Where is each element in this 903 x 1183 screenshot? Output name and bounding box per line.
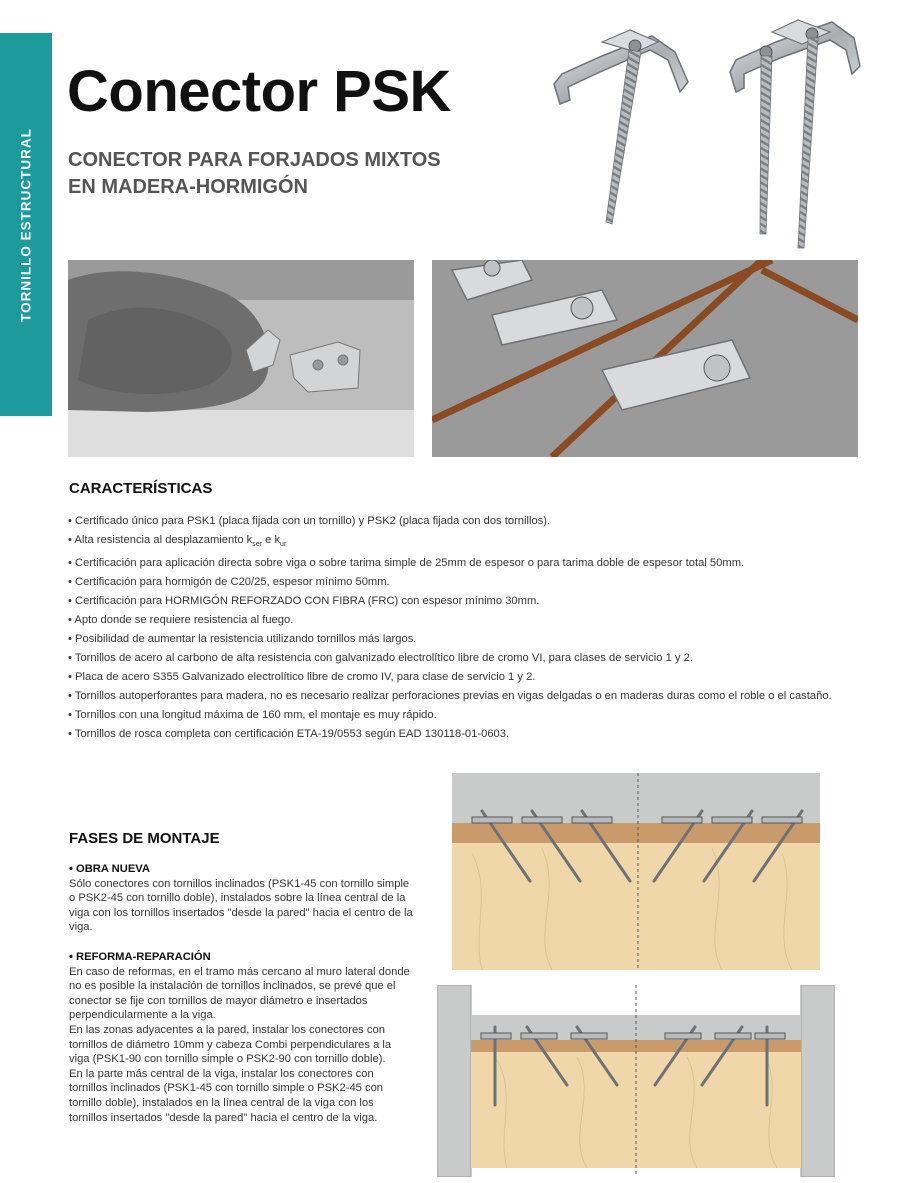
features-list-item: • Tornillos de rosca completa con certificación ETA-19/0553 según EAD 130118-01-0603. <box>68 728 510 741</box>
features-heading: CARACTERÍSTICAS <box>69 480 213 497</box>
features-list <box>68 514 848 746</box>
page-title: Conector PSK <box>67 59 451 124</box>
features-item-text: • Alta resistencia al desplazamiento k <box>68 534 253 546</box>
phase-reforma <box>69 950 414 1125</box>
psk2-connector-shape <box>730 20 860 248</box>
connectors-formwork-photo <box>432 260 858 457</box>
k-ur-subscript: ur <box>280 541 287 549</box>
phases-heading: FASES DE MONTAJE <box>69 830 220 847</box>
features-list-item: • Tornillos con una longitud máxima de 160 mm, el montaje es muy rápido. <box>68 709 437 722</box>
features-list-item: • Posibilidad de aumentar la resistencia utilizando tornillos más largos. <box>68 633 417 646</box>
phase-title: • REFORMA-REPARACIÓN <box>69 951 211 963</box>
psk1-connector-shape <box>554 30 688 224</box>
features-list-item: • Tornillos autoperforantes para madera, no es necesario realizar perforaciones previas en vigas delgadas o en maderas duras como el roble o el castaño. <box>68 690 832 703</box>
category-label: TORNILLO ESTRUCTURAL <box>18 127 34 322</box>
product-connector-image <box>540 12 870 252</box>
features-list-item: • Certificación para hormigón de C20/25, espesor mínimo 50mm. <box>68 576 390 589</box>
features-list-item: • Certificación para aplicación directa sobre viga o sobre tarima simple de 25mm de espesor o para tarima doble de espesor total 50mm. <box>68 557 745 570</box>
features-list-item <box>68 533 848 552</box>
category-sidebar-tab <box>0 33 52 416</box>
page-subtitle <box>68 147 441 201</box>
subtitle-line-2: EN MADERA-HORMIGÓN <box>68 176 308 198</box>
phase-text: En la parte más central de la viga, instalar los conectores con tornillos inclinados (PSK1-45 con tornillo simple o PSK2-45 con tornillo doble), instalados en la línea central de la viga con los tornillos insertados "desde la pared" hacia el centro de la viga. <box>69 1067 384 1124</box>
features-list-item: • Apto donde se requiere resistencia al fuego. <box>68 614 294 627</box>
phase-obra-nueva <box>69 862 414 935</box>
features-list-item: • Placa de acero S355 Galvanizado electrolítico libre de cromo IV, para clase de servicio 1 y 2. <box>68 671 536 684</box>
phase-title: • OBRA NUEVA <box>69 863 150 875</box>
renovation-diagram <box>437 985 835 1177</box>
phase-text: En caso de reformas, en el tramo más cercano al muro lateral donde no es posible la instalación de tornillos inclinados, se prevé que el conector se fije con tornillos de mayor diámetro e insertados perpendicularmente a la viga. <box>69 965 410 1022</box>
features-list-item: • Tornillos de acero al carbono de alta resistencia con galvanizado electrolítico libre de cromo VI, para clases de servicio 1 y 2. <box>68 652 693 665</box>
features-list-item: • Certificado único para PSK1 (placa fijada con un tornillo) y PSK2 (placa fijada con dos tornillos). <box>68 515 551 527</box>
new-construction-diagram <box>452 773 820 970</box>
phase-text: Sólo conectores con tornillos inclinados (PSK1-45 con tornillo simple o PSK2-45 con tornillo doble), instalados sobre la línea central de la viga con los tornillos insertados "desde la pared" hacia el centro de la viga. <box>69 877 413 934</box>
phase-text: En las zonas adyacentes a la pared, instalar los conectores con tornillos de diámetro 10mm y cabeza Combi perpendiculares a la viga (PSK1-90 con tornillo simple o PSK2-90 con tornillo doble). <box>69 1023 392 1066</box>
features-item-mid: e k <box>262 534 281 546</box>
k-ser-subscript: ser <box>252 541 262 549</box>
concrete-pour-photo <box>68 260 414 457</box>
features-list-item: • Certificación para HORMIGÓN REFORZADO CON FIBRA (FRC) con espesor mínimo 30mm. <box>68 595 540 608</box>
subtitle-line-1: CONECTOR PARA FORJADOS MIXTOS <box>68 149 441 171</box>
